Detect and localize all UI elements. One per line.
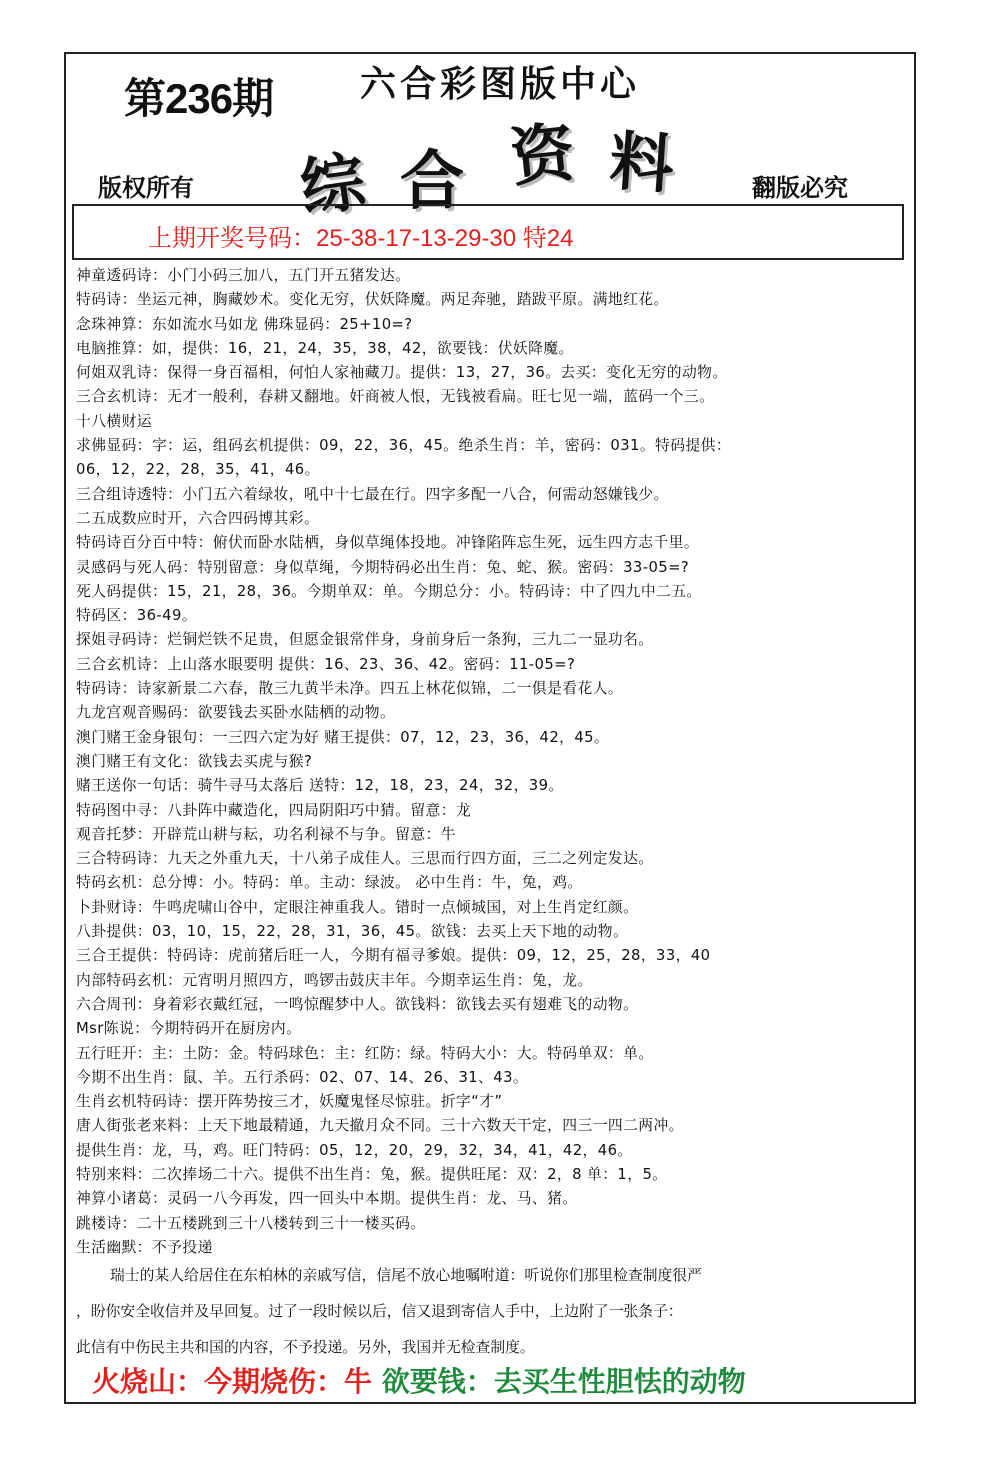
tip-line: 生活幽默：不予投递 bbox=[76, 1238, 213, 1256]
tip-line: 06，12，22，28，35，41，46。 bbox=[76, 461, 320, 479]
tip-line: 卜卦财诗：牛鸣虎啸山谷中，定眼注神重我人。错时一点倾城国，对上生肖定红颜。 bbox=[76, 898, 639, 916]
tip-line: 观音托梦：开辟荒山耕与耘，功名利禄不与争。留意：牛 bbox=[76, 825, 456, 843]
tip-line: Msr陈说：今期特码开在厨房内。 bbox=[76, 1020, 302, 1038]
tip-line: 三合玄机诗：无才一般利，春耕又翻地。奸商被人恨，无钱被看扁。旺七见一端，蓝码一个三。 bbox=[76, 388, 715, 406]
tip-line: 内部特码玄机：元宵明月照四方，鸣锣击鼓庆丰年。今期幸运生肖：兔，龙。 bbox=[76, 971, 593, 989]
tip-line: 赌王送你一句话：骑牛寻马太落后 送特：12，18，23，24，32，39。 bbox=[76, 777, 564, 795]
main-title-char-4: 料 bbox=[607, 123, 677, 204]
main-title-char-1: 综 bbox=[295, 143, 370, 228]
tip-line: 神算小诸葛：灵码一八今再发，四一回头中本期。提供生肖：龙、马、猪。 bbox=[76, 1190, 578, 1208]
main-title bbox=[295, 108, 720, 228]
issue-number: 第236期 bbox=[124, 75, 274, 122]
last-draw-box bbox=[72, 204, 904, 260]
tip-line: 提供生肖：龙，马，鸡。旺门特码：05，12，20，29，32，34，41，42，46。 bbox=[76, 1141, 633, 1159]
tip-line: 九龙宫观音赐码：欲要钱去买卧水陆栖的动物。 bbox=[76, 704, 396, 722]
humor-story bbox=[76, 1258, 910, 1366]
story-line: 此信有中伤民主共和国的内容，不予投递。另外，我国并无检查制度。 bbox=[76, 1339, 535, 1356]
tip-line: 灵感码与死人码：特别留意：身似草绳，今期特码必出生肖：兔、蛇、猴。密码：33-05=? bbox=[76, 558, 690, 576]
footer-green-text: 欲要钱：去买生性胆怯的动物 bbox=[381, 1365, 746, 1398]
tip-line: 特码诗：坐运元神，胸藏妙术。变化无穷，伏妖降魔。两足奔驰，踏跋平原。满地红花。 bbox=[76, 291, 669, 309]
main-title-char-2: 合 bbox=[400, 144, 464, 219]
story-line: ，盼你安全收信并及早回复。过了一段时候以后，信又退到寄信人手中，上边附了一张条子： bbox=[76, 1303, 683, 1320]
tips-list bbox=[76, 264, 910, 1260]
tip-line: 五行旺开：主：土防：金。特码球色：主：红防：绿。特码大小：大。特码单双：单。 bbox=[76, 1044, 654, 1062]
tip-line: 特码玄机：总分博：小。特码：单。主动：绿波。 必中生肖：牛，兔，鸡。 bbox=[76, 874, 583, 892]
tip-line: 特码诗百分百中特：俯伏而卧水陆栖，身似草绳体投地。冲锋陷阵忘生死，远生四方志千里。 bbox=[76, 534, 700, 552]
tip-line: 电脑推算：如，提供：16，21，24，35，38，42，欲要钱：伏妖降魔。 bbox=[76, 339, 574, 357]
story-line: 瑞士的某人给居住在东柏林的亲戚写信，信尾不放心地嘱咐道：听说你们那里检查制度很严 bbox=[110, 1267, 702, 1284]
tip-line: 三合王提供：特码诗：虎前猪后旺一人，今期有福寻爹娘。提供：09，12，25，28，33，40 bbox=[76, 947, 711, 965]
copyright-left: 版权所有 bbox=[98, 174, 194, 202]
tip-line: 十八横财运 bbox=[76, 412, 152, 430]
publisher-title: 六合彩图版中心 bbox=[360, 64, 641, 105]
tip-line: 三合玄机诗：上山落水眼要明 提供：16、23、36、42。密码：11-05=? bbox=[76, 655, 576, 673]
tip-line: 特码图中寻：八卦阵中藏造化，四局阴阳巧中猜。留意：龙 bbox=[76, 801, 472, 819]
tip-line: 探姐寻码诗：烂铜烂铁不足贵，但愿金银常伴身，身前身后一条狗，三九二一显功名。 bbox=[76, 631, 654, 649]
tip-line: 八卦提供：03，10，15，22，28，31，36，45。欲钱：去买上天下地的动物。 bbox=[76, 923, 629, 941]
tip-line: 神童透码诗：小门小码三加八，五门开五猪发达。 bbox=[76, 267, 411, 284]
footer-red-text: 火烧山：今期烧伤：牛 bbox=[92, 1365, 373, 1398]
tip-line: 特码诗：诗家新景二六春，散三九黄半未净。四五上林花似锦，二一俱是看花人。 bbox=[76, 680, 624, 698]
tip-line: 三合组诗透特：小门五六着绿妆，吼中十七最在行。四字多配一八合，何需动怒嫌钱少。 bbox=[76, 485, 669, 503]
tip-line: 死人码提供：15，21，28，36。今期单双：单。今期总分：小。特码诗：中了四九中二五。 bbox=[76, 582, 702, 600]
tip-line: 三合特码诗：九天之外重九天，十八弟子成佳人。三思而行四方面，三二之列定发达。 bbox=[76, 850, 654, 868]
main-title-char-3: 资 bbox=[506, 114, 579, 197]
footer-banner bbox=[92, 1360, 746, 1400]
tip-line: 特码区：36-49。 bbox=[76, 607, 197, 625]
tip-line: 生肖玄机特码诗：摆开阵势按三才，妖魔鬼怪尽惊驻。折字“才” bbox=[76, 1093, 503, 1111]
tip-line: 二五成数应时开，六合四码博其彩。 bbox=[76, 509, 320, 527]
tip-line: 澳门赌王金身银句：一三四六定为好 赌王提供：07，12，23，36，42，45。 bbox=[76, 728, 610, 746]
tip-line: 求佛显码：字：运，组码玄机提供：09，22，36，45。绝杀生肖：羊，密码：031。特码提供： bbox=[76, 437, 732, 455]
tip-line: 今期不出生肖：鼠、羊。五行杀码：02、07、14、26、31、43。 bbox=[76, 1068, 529, 1086]
tip-line: 澳门赌王有文化：欲钱去买虎与猴? bbox=[76, 752, 313, 770]
tip-line: 何姐双乳诗：保得一身百福相，何怕人家袖藏刀。提供：13，27，36。去买：变化无穷的动物。 bbox=[76, 364, 728, 382]
tip-line: 特别来料：二次捧场二十六。提供不出生肖：兔，猴。提供旺尾：双：2，8 单：1，5。 bbox=[76, 1165, 668, 1183]
tip-line: 念珠神算：东如流水马如龙 佛珠显码：25+10=? bbox=[76, 315, 413, 333]
tip-line: 六合周刊：身着彩衣戴红冠，一鸣惊醒梦中人。欲钱料：欲钱去买有翅难飞的动物。 bbox=[76, 995, 639, 1013]
copyright-right: 翻版必究 bbox=[752, 174, 848, 202]
tip-line: 唐人街张老来料：上天下地最精通，九天撤月众不同。三十六数天干定，四三一四二两冲。 bbox=[76, 1117, 684, 1135]
last-draw-numbers: 上期开奖号码：25-38-17-13-29-30 特24 bbox=[148, 225, 574, 252]
tip-line: 跳楼诗：二十五楼跳到三十八楼转到三十一楼买码。 bbox=[76, 1214, 426, 1232]
